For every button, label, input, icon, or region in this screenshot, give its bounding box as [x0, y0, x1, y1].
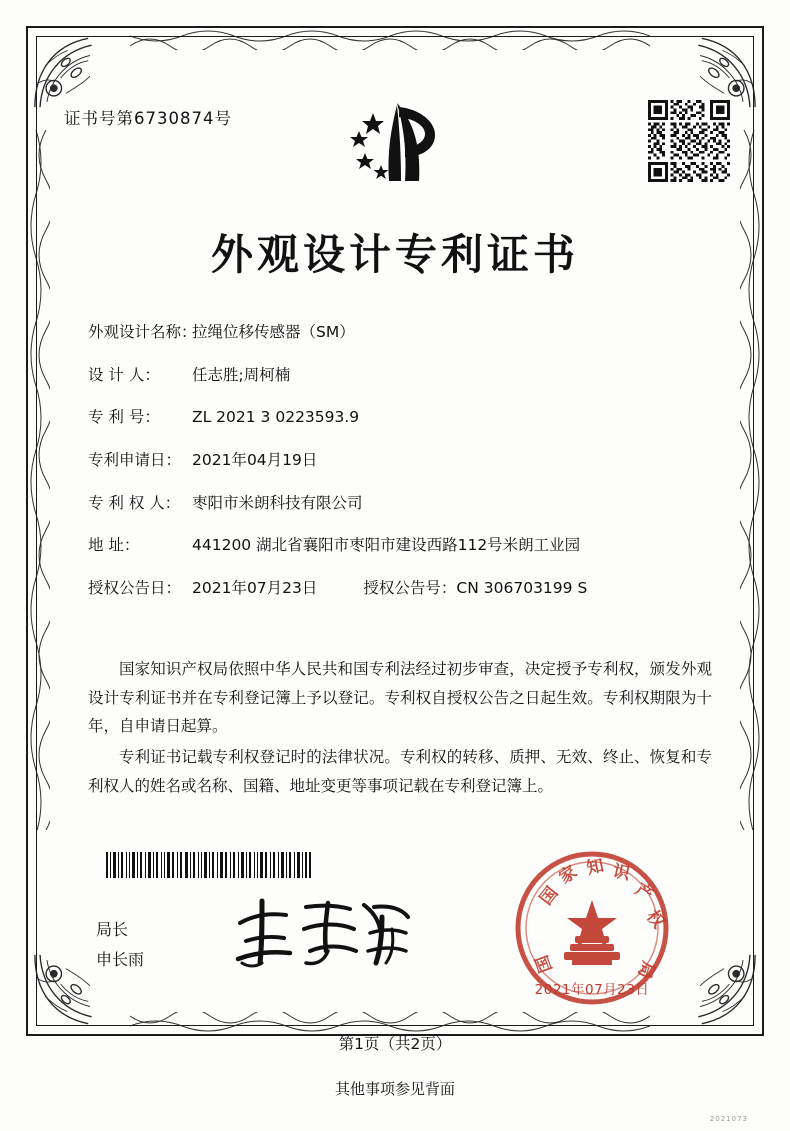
field-designer-value: 任志胜;周柯楠	[192, 365, 291, 384]
qr-code-icon	[648, 100, 730, 182]
svg-text:知: 知	[584, 855, 606, 879]
cnipa-emblem-icon	[335, 95, 455, 195]
director-name: 申长雨	[96, 950, 145, 970]
handwritten-signature-icon	[232, 893, 412, 971]
svg-text:识: 识	[610, 861, 632, 885]
corner-ornament-icon	[676, 948, 762, 1034]
field-grant-number	[363, 578, 587, 598]
svg-text:局: 局	[633, 958, 659, 982]
legal-paragraphs	[88, 655, 712, 802]
page-indicator: 第1页（共2页）	[338, 1035, 452, 1053]
field-list	[88, 322, 720, 620]
field-application-date-label: 专利申请日：	[88, 450, 182, 469]
field-designer	[88, 365, 720, 385]
field-grant-date-value: 2021年07月23日	[192, 578, 318, 597]
director-title: 局长	[96, 920, 129, 939]
certificate-number: 证书号第6730874号	[64, 109, 232, 128]
field-grant-date-label: 授权公告日：	[88, 578, 182, 597]
field-address	[88, 535, 720, 555]
field-application-date-value: 2021年04月19日	[192, 450, 318, 469]
field-design-name	[88, 322, 720, 342]
field-patent-number-label: 专 利 号：	[88, 408, 160, 427]
field-grant-row	[88, 578, 720, 598]
svg-text:国: 国	[536, 883, 563, 910]
corner-ornament-icon	[28, 28, 114, 114]
edge-ornament-icon	[130, 1012, 650, 1034]
field-grant-number-label: 授权公告号：	[363, 578, 457, 597]
field-patentee-value: 枣阳市米朗科技有限公司	[192, 493, 363, 512]
field-patent-number-value: ZL 2021 3 0223593.9	[192, 408, 360, 427]
edge-ornament-icon	[130, 28, 650, 50]
field-patentee	[88, 493, 720, 513]
field-grant-number-value: CN 306703199 S	[456, 578, 588, 597]
svg-text:家: 家	[555, 862, 581, 889]
field-patentee-label: 专 利 权 人：	[88, 493, 181, 512]
field-application-date	[88, 450, 720, 470]
page-title: 外观设计专利证书	[210, 230, 579, 279]
print-mark: 2021073	[709, 1115, 748, 1123]
paragraph-2: 专利证书记载专利权登记时的法律状况。专利权的转移、质押、无效、终止、恢复和专利权人的姓名或名称、国籍、地址变更等事项记载在专利登记簿上。	[88, 748, 712, 795]
field-designer-label: 设 计 人：	[88, 365, 160, 384]
paragraph-1: 国家知识产权局依照中华人民共和国专利法经过初步审查，决定授予专利权，颁发外观设计专利证书并在专利登记簿上予以登记。专利权自授权公告之日起生效。专利权期限为十年，自申请日起算。	[88, 660, 712, 736]
svg-text:国: 国	[532, 952, 557, 976]
field-address-value: 441200 湖北省襄阳市枣阳市建设西路112号米朗工业园	[192, 536, 581, 555]
director-block	[96, 915, 144, 976]
field-design-name-value: 拉绳位移传感器（SM）	[192, 323, 355, 341]
field-patent-number	[88, 407, 720, 427]
svg-text:权: 权	[642, 906, 669, 933]
field-design-name-label: 外观设计名称：	[88, 323, 197, 341]
field-address-label: 地 址：	[88, 536, 140, 555]
svg-text:产: 产	[631, 879, 657, 906]
back-side-note: 其他事项参见背面	[334, 1080, 455, 1098]
barcode-icon	[104, 852, 312, 878]
seal-date: 2021年07月23日	[534, 982, 650, 998]
